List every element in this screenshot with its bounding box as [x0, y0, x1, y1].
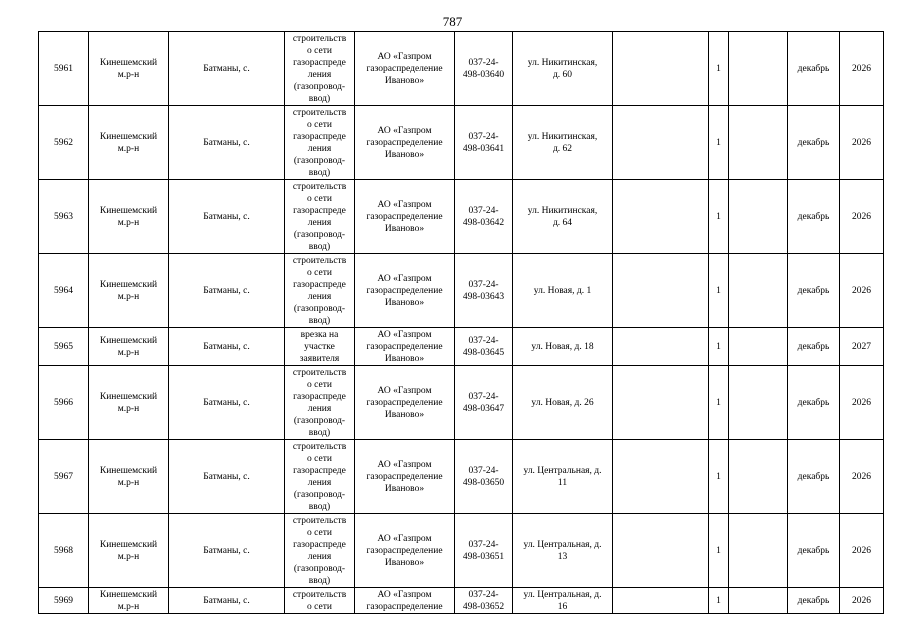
year-text: 2026 [852, 545, 871, 556]
month-cell [788, 254, 840, 328]
quantity-text: 1 [716, 211, 721, 222]
organization-line: газораспределение [366, 397, 443, 408]
empty-cell [729, 328, 788, 366]
quantity-cell [709, 328, 729, 366]
empty-cell [729, 366, 788, 440]
work-type-cell [285, 328, 355, 366]
work-type-line: (газопровод- [293, 303, 346, 314]
application-code-cell [455, 106, 513, 180]
year-cell [840, 440, 884, 514]
locality-cell [169, 180, 285, 254]
address-line: ул. Центральная, д. [523, 539, 602, 550]
quantity-text: 1 [716, 595, 721, 606]
application-code-line: 498-03645 [462, 347, 505, 358]
organization-cell [355, 366, 455, 440]
empty-cell [729, 254, 788, 328]
work-type-cell [285, 514, 355, 588]
district-line: м.р-н [117, 403, 140, 414]
district-cell [89, 32, 169, 106]
work-type-line: газораспреде [293, 131, 346, 142]
organization-line: Иваново» [384, 409, 425, 420]
work-type-line: строительств [292, 589, 347, 600]
application-code-line: 037-24- [468, 335, 499, 346]
work-type-line: ления [307, 143, 332, 154]
month-cell [788, 514, 840, 588]
district-line: Кинешемский [99, 131, 158, 142]
row-number-text: 5964 [54, 285, 73, 296]
work-type-line: строительств [292, 107, 347, 118]
row-number-text: 5967 [54, 471, 73, 482]
district-cell [89, 366, 169, 440]
district-line: м.р-н [117, 551, 140, 562]
month-cell [788, 32, 840, 106]
organization-line: АО «Газпром [377, 51, 432, 62]
application-code-cell [455, 588, 513, 614]
work-type-line: о сети [307, 601, 332, 612]
row-number-cell [39, 440, 89, 514]
application-code-line: 498-03642 [462, 217, 505, 228]
organization-cell [355, 106, 455, 180]
work-type-line: (газопровод- [293, 415, 346, 426]
locality-text: Батманы, с. [203, 471, 250, 482]
locality-text: Батманы, с. [203, 545, 250, 556]
work-type-line: газораспреде [293, 391, 346, 402]
work-type-cell [285, 366, 355, 440]
row-number-cell [39, 514, 89, 588]
work-type-cell [285, 106, 355, 180]
year-text: 2026 [852, 285, 871, 296]
application-code-line: 037-24- [468, 589, 499, 600]
organization-cell [355, 440, 455, 514]
year-cell [840, 588, 884, 614]
work-type-line: о сети [307, 193, 332, 204]
table-row [39, 180, 884, 254]
row-number-cell [39, 180, 89, 254]
locality-text: Батманы, с. [203, 137, 250, 148]
organization-line: АО «Газпром [377, 329, 432, 340]
application-code-line: 498-03651 [462, 551, 505, 562]
year-cell [840, 32, 884, 106]
quantity-cell [709, 180, 729, 254]
year-cell [840, 180, 884, 254]
address-cell [513, 180, 613, 254]
month-cell [788, 440, 840, 514]
year-text: 2026 [852, 211, 871, 222]
work-type-line: газораспреде [293, 465, 346, 476]
year-cell [840, 254, 884, 328]
work-type-line: строительств [292, 255, 347, 266]
quantity-cell [709, 106, 729, 180]
table-row [39, 588, 884, 614]
application-code-cell [455, 328, 513, 366]
year-cell [840, 366, 884, 440]
work-type-line: ввод) [308, 167, 331, 178]
quantity-cell [709, 254, 729, 328]
address-line: 11 [557, 477, 568, 488]
work-type-line: газораспреде [293, 279, 346, 290]
row-number-text: 5962 [54, 137, 73, 148]
work-type-line: (газопровод- [293, 563, 346, 574]
organization-line: АО «Газпром [377, 459, 432, 470]
year-text: 2026 [852, 471, 871, 482]
organization-line: газораспределение [366, 285, 443, 296]
application-code-line: 498-03647 [462, 403, 505, 414]
organization-line: газораспределение [366, 471, 443, 482]
work-type-line: о сети [307, 119, 332, 130]
month-text: декабрь [797, 545, 830, 556]
year-text: 2026 [852, 63, 871, 74]
district-line: м.р-н [117, 291, 140, 302]
work-type-line: строительств [292, 33, 347, 44]
empty-cell [613, 514, 709, 588]
work-type-line: строительств [292, 515, 347, 526]
district-cell [89, 440, 169, 514]
address-line: ул. Центральная, д. [523, 589, 602, 600]
organization-line: Иваново» [384, 557, 425, 568]
address-line: ул. Новая, д. 18 [531, 341, 594, 352]
month-text: декабрь [797, 285, 830, 296]
month-text: декабрь [797, 595, 830, 606]
work-type-line: врезка на [300, 329, 339, 340]
work-type-cell [285, 588, 355, 614]
locality-cell [169, 366, 285, 440]
application-code-cell [455, 32, 513, 106]
table-row [39, 514, 884, 588]
locality-cell [169, 328, 285, 366]
locality-cell [169, 254, 285, 328]
month-text: декабрь [797, 471, 830, 482]
empty-cell [613, 588, 709, 614]
quantity-text: 1 [716, 341, 721, 352]
work-type-line: строительств [292, 367, 347, 378]
application-code-line: 498-03643 [462, 291, 505, 302]
registry-table [38, 31, 884, 614]
empty-cell [729, 588, 788, 614]
quantity-cell [709, 366, 729, 440]
month-cell [788, 328, 840, 366]
table-row [39, 254, 884, 328]
month-cell [788, 366, 840, 440]
work-type-line: ления [307, 551, 332, 562]
month-cell [788, 106, 840, 180]
work-type-cell [285, 440, 355, 514]
organization-line: газораспределение [366, 545, 443, 556]
locality-cell [169, 106, 285, 180]
district-line: Кинешемский [99, 279, 158, 290]
quantity-text: 1 [716, 63, 721, 74]
empty-cell [613, 366, 709, 440]
locality-text: Батманы, с. [203, 63, 250, 74]
year-cell [840, 106, 884, 180]
address-line: ул. Центральная, д. [523, 465, 602, 476]
address-cell [513, 588, 613, 614]
organization-line: АО «Газпром [377, 589, 432, 600]
work-type-line: ввод) [308, 315, 331, 326]
organization-line: АО «Газпром [377, 385, 432, 396]
organization-cell [355, 514, 455, 588]
district-line: Кинешемский [99, 205, 158, 216]
year-cell [840, 514, 884, 588]
address-line: ул. Никитинская, [527, 131, 598, 142]
organization-line: газораспределение [366, 341, 443, 352]
table-row [39, 366, 884, 440]
locality-text: Батманы, с. [203, 397, 250, 408]
organization-line: Иваново» [384, 353, 425, 364]
address-line: ул. Новая, д. 26 [531, 397, 594, 408]
district-cell [89, 180, 169, 254]
application-code-line: 498-03640 [462, 69, 505, 80]
work-type-line: ления [307, 403, 332, 414]
application-code-cell [455, 254, 513, 328]
organization-line: газораспределение [366, 63, 443, 74]
organization-cell [355, 328, 455, 366]
empty-cell [613, 328, 709, 366]
quantity-cell [709, 440, 729, 514]
district-line: Кинешемский [99, 539, 158, 550]
row-number-cell [39, 32, 89, 106]
work-type-cell [285, 32, 355, 106]
quantity-text: 1 [716, 285, 721, 296]
district-line: м.р-н [117, 143, 140, 154]
organization-cell [355, 32, 455, 106]
address-cell [513, 254, 613, 328]
locality-cell [169, 440, 285, 514]
work-type-line: ввод) [308, 427, 331, 438]
empty-cell [729, 440, 788, 514]
work-type-line: газораспреде [293, 205, 346, 216]
organization-cell [355, 180, 455, 254]
empty-cell [729, 514, 788, 588]
empty-cell [613, 106, 709, 180]
work-type-line: газораспреде [293, 57, 346, 68]
address-cell [513, 328, 613, 366]
row-number-cell [39, 106, 89, 180]
quantity-text: 1 [716, 397, 721, 408]
empty-cell [729, 32, 788, 106]
application-code-line: 498-03652 [462, 601, 505, 612]
district-line: м.р-н [117, 69, 140, 80]
empty-cell [613, 180, 709, 254]
row-number-cell [39, 328, 89, 366]
address-line: ул. Никитинская, [527, 205, 598, 216]
table-row [39, 328, 884, 366]
work-type-line: о сети [307, 45, 332, 56]
address-cell [513, 514, 613, 588]
work-type-line: участке [304, 341, 335, 352]
organization-line: Иваново» [384, 297, 425, 308]
empty-cell [613, 32, 709, 106]
organization-line: Иваново» [384, 223, 425, 234]
organization-line: АО «Газпром [377, 125, 432, 136]
district-line: Кинешемский [99, 589, 158, 600]
row-number-text: 5965 [54, 341, 73, 352]
work-type-line: ления [307, 69, 332, 80]
month-text: декабрь [797, 211, 830, 222]
work-type-line: о сети [307, 453, 332, 464]
work-type-line: ления [307, 477, 332, 488]
empty-cell [729, 180, 788, 254]
work-type-line: ввод) [308, 93, 331, 104]
row-number-cell [39, 588, 89, 614]
district-line: м.р-н [117, 477, 140, 488]
locality-text: Батманы, с. [203, 211, 250, 222]
work-type-line: о сети [307, 527, 332, 538]
application-code-cell [455, 366, 513, 440]
work-type-line: (газопровод- [293, 489, 346, 500]
quantity-cell [709, 588, 729, 614]
application-code-line: 037-24- [468, 465, 499, 476]
application-code-line: 037-24- [468, 539, 499, 550]
address-line: ул. Новая, д. 1 [533, 285, 592, 296]
organization-cell [355, 254, 455, 328]
organization-line: Иваново» [384, 75, 425, 86]
work-type-line: (газопровод- [293, 229, 346, 240]
year-cell [840, 328, 884, 366]
address-line: д. 60 [552, 69, 573, 80]
district-line: м.р-н [117, 347, 140, 358]
district-line: Кинешемский [99, 391, 158, 402]
row-number-text: 5969 [54, 595, 73, 606]
month-text: декабрь [797, 137, 830, 148]
organization-line: АО «Газпром [377, 273, 432, 284]
address-line: 16 [557, 601, 568, 612]
district-line: Кинешемский [99, 335, 158, 346]
row-number-cell [39, 254, 89, 328]
empty-cell [729, 106, 788, 180]
work-type-line: ления [307, 217, 332, 228]
year-text: 2026 [852, 595, 871, 606]
district-cell [89, 514, 169, 588]
application-code-line: 498-03650 [462, 477, 505, 488]
organization-line: АО «Газпром [377, 199, 432, 210]
quantity-text: 1 [716, 137, 721, 148]
work-type-line: ввод) [308, 501, 331, 512]
work-type-line: ввод) [308, 575, 331, 586]
address-line: д. 64 [552, 217, 573, 228]
table-body [39, 32, 884, 614]
locality-text: Батманы, с. [203, 341, 250, 352]
organization-line: газораспределение [366, 601, 443, 612]
month-cell [788, 588, 840, 614]
district-line: м.р-н [117, 217, 140, 228]
locality-cell [169, 514, 285, 588]
quantity-text: 1 [716, 545, 721, 556]
work-type-line: о сети [307, 379, 332, 390]
application-code-line: 498-03641 [462, 143, 505, 154]
address-cell [513, 440, 613, 514]
application-code-line: 037-24- [468, 131, 499, 142]
application-code-cell [455, 440, 513, 514]
empty-cell [613, 254, 709, 328]
page-number: 787 [442, 14, 463, 29]
locality-text: Батманы, с. [203, 595, 250, 606]
work-type-line: о сети [307, 267, 332, 278]
month-cell [788, 180, 840, 254]
organization-line: Иваново» [384, 483, 425, 494]
address-cell [513, 32, 613, 106]
work-type-line: ления [307, 291, 332, 302]
district-cell [89, 254, 169, 328]
row-number-text: 5968 [54, 545, 73, 556]
address-line: 13 [557, 551, 568, 562]
year-text: 2027 [852, 341, 871, 352]
year-text: 2026 [852, 397, 871, 408]
application-code-line: 037-24- [468, 391, 499, 402]
organization-line: газораспределение [366, 137, 443, 148]
quantity-cell [709, 32, 729, 106]
work-type-line: (газопровод- [293, 81, 346, 92]
district-line: Кинешемский [99, 465, 158, 476]
district-line: Кинешемский [99, 57, 158, 68]
quantity-text: 1 [716, 471, 721, 482]
row-number-text: 5961 [54, 63, 73, 74]
month-text: декабрь [797, 341, 830, 352]
work-type-line: заявителя [299, 353, 340, 364]
year-text: 2026 [852, 137, 871, 148]
address-line: д. 62 [552, 143, 573, 154]
application-code-line: 037-24- [468, 279, 499, 290]
address-cell [513, 366, 613, 440]
work-type-cell [285, 180, 355, 254]
district-line: м.р-н [117, 601, 140, 612]
organization-line: Иваново» [384, 149, 425, 160]
row-number-cell [39, 366, 89, 440]
work-type-line: (газопровод- [293, 155, 346, 166]
work-type-line: ввод) [308, 241, 331, 252]
quantity-cell [709, 514, 729, 588]
work-type-line: строительств [292, 181, 347, 192]
organization-line: АО «Газпром [377, 533, 432, 544]
application-code-line: 037-24- [468, 57, 499, 68]
organization-line: газораспределение [366, 211, 443, 222]
district-cell [89, 106, 169, 180]
work-type-line: строительств [292, 441, 347, 452]
application-code-cell [455, 514, 513, 588]
month-text: декабрь [797, 63, 830, 74]
table-row [39, 440, 884, 514]
locality-cell [169, 32, 285, 106]
application-code-cell [455, 180, 513, 254]
district-cell [89, 588, 169, 614]
application-code-line: 037-24- [468, 205, 499, 216]
work-type-line: газораспреде [293, 539, 346, 550]
empty-cell [613, 440, 709, 514]
table-row [39, 32, 884, 106]
address-cell [513, 106, 613, 180]
row-number-text: 5963 [54, 211, 73, 222]
month-text: декабрь [797, 397, 830, 408]
address-line: ул. Никитинская, [527, 57, 598, 68]
district-cell [89, 328, 169, 366]
organization-cell [355, 588, 455, 614]
locality-cell [169, 588, 285, 614]
work-type-cell [285, 254, 355, 328]
locality-text: Батманы, с. [203, 285, 250, 296]
table-row [39, 106, 884, 180]
row-number-text: 5966 [54, 397, 73, 408]
